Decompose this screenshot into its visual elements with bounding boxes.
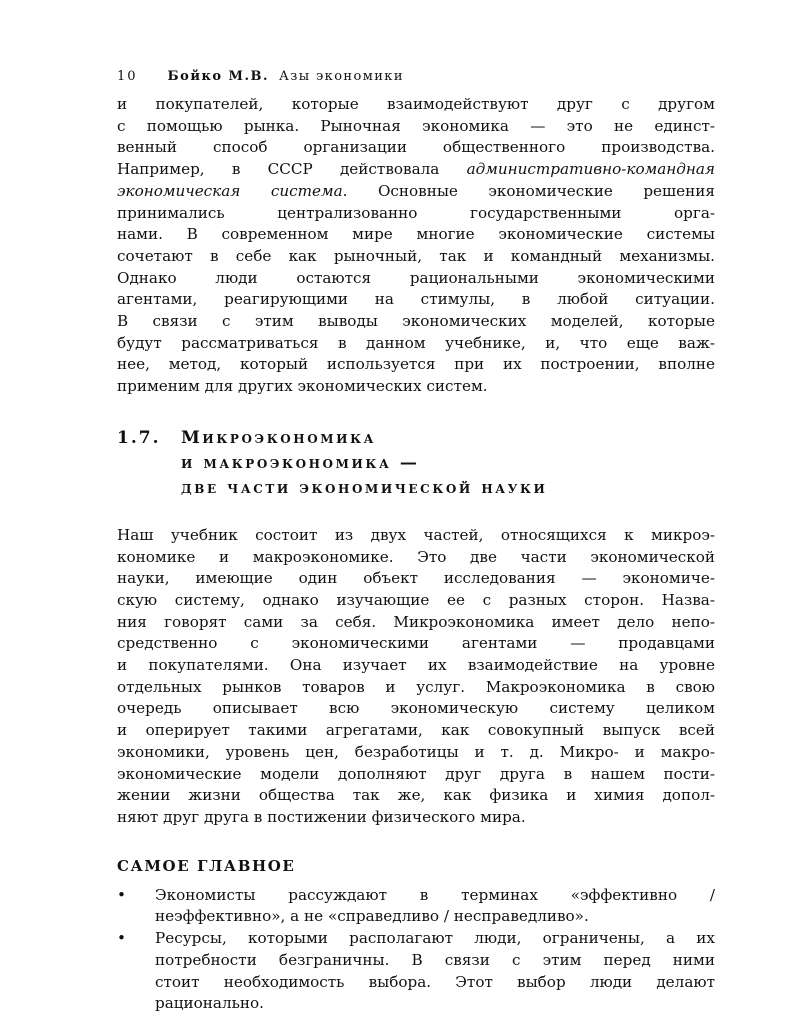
- text-line: Ресурсы, которыми располагают люди, ограничены, а их: [155, 929, 715, 948]
- text-segment: . Основные экономические решения: [342, 181, 715, 200]
- text-line: В связи с этим выводы экономических моделей, которые: [117, 312, 715, 331]
- book-page: [117, 64, 715, 1015]
- summary-bullet-list: [117, 885, 715, 1015]
- text-line: с помощью рынка. Рыночная экономика — это не единст-: [117, 116, 715, 135]
- text-line: неэффективно», а не «справедливо / несправедливо».: [155, 907, 589, 926]
- text-line: применим для других экономических систем.: [117, 377, 488, 396]
- text-line: ния говорят сами за себя. Микроэкономика имеет дело непо-: [117, 612, 715, 631]
- section-title: [181, 426, 715, 501]
- text-line: потребности безграничны. В связи с этим перед ними: [155, 950, 715, 969]
- list-item: [117, 928, 715, 1015]
- text-line: нами. В современном мире многие экономические системы: [117, 225, 715, 244]
- text-segment: Например, в СССР действовала: [117, 160, 467, 179]
- section-title-line: и макроэкономика —: [181, 452, 420, 473]
- summary-heading: САМОЕ ГЛАВНОЕ: [117, 856, 296, 875]
- text-line: Наш учебник состоит из двух частей, относящихся к микроэ-: [117, 525, 715, 544]
- text-line: венный способ организации общественного производства.: [117, 138, 715, 157]
- text-line: экономические модели дополняют друг друга в нашем пости-: [117, 764, 715, 783]
- text-line: кономике и макроэкономике. Это две части экономической: [117, 547, 715, 566]
- text-line: нее, метод, который используется при их построении, вполне: [117, 355, 715, 374]
- text-line: Однако люди остаются рациональными экономическими: [117, 268, 715, 287]
- running-header: [117, 64, 715, 90]
- paragraph-1: [117, 94, 715, 398]
- text-line: и покупателей, которые взаимодействуют друг с другом: [117, 95, 715, 113]
- text-line: жении жизни общества так же, как физика и химия допол-: [117, 786, 715, 805]
- text-line: агентами, реагирующими на стимулы, в любой ситуации.: [117, 290, 715, 309]
- bullet-icon: •: [117, 885, 126, 904]
- text-line: рационально.: [155, 994, 264, 1013]
- text-line: няют друг друга в постижении физического мира.: [117, 807, 526, 826]
- text-line: стоит необходимость выбора. Этот выбор люди делают: [155, 972, 715, 991]
- section-heading: [117, 426, 715, 501]
- text-line: науки, имеющие один объект исследования — экономиче-: [117, 569, 715, 588]
- text-line: и оперирует такими агрегатами, как совокупный выпуск всей: [117, 721, 715, 740]
- text-line: принимались централизованно государственными орга-: [117, 203, 715, 222]
- author-name: Бойко М.В.: [167, 69, 269, 84]
- text-line: очередь описывает всю экономическую систему целиком: [117, 699, 715, 718]
- section-title-line: две части экономической науки: [181, 477, 548, 498]
- page-number: 10: [117, 69, 138, 84]
- section-number: 1.7.: [117, 427, 161, 448]
- text-line: средственно с экономическими агентами — продавцами: [117, 634, 715, 653]
- text-line: будут рассматриваться в данном учебнике, и, что еще важ-: [117, 333, 715, 352]
- text-line: [117, 181, 715, 203]
- text-line: Экономисты рассуждают в терминах «эффективно /: [155, 885, 715, 904]
- text-line: экономики, уровень цен, безработицы и т. д. Микро- и макро-: [117, 742, 715, 761]
- text-line: отдельных рынков товаров и услуг. Макроэкономика в свою: [117, 677, 715, 696]
- section-title-line: Микроэкономика: [181, 427, 376, 448]
- book-title: Азы экономики: [278, 69, 404, 84]
- italic-term: экономическая система: [117, 181, 343, 200]
- text-line: [117, 159, 715, 181]
- text-line: сочетают в себе как рыночный, так и командный механизмы.: [117, 246, 715, 265]
- bullet-icon: •: [117, 929, 126, 948]
- paragraph-2: [117, 525, 715, 829]
- text-line: и покупателями. Она изучает их взаимодействие на уровне: [117, 656, 715, 675]
- italic-term: административно-командная: [466, 160, 715, 179]
- text-line: скую систему, однако изучающие ее с разных сторон. Назва-: [117, 590, 715, 609]
- list-item: [117, 885, 715, 928]
